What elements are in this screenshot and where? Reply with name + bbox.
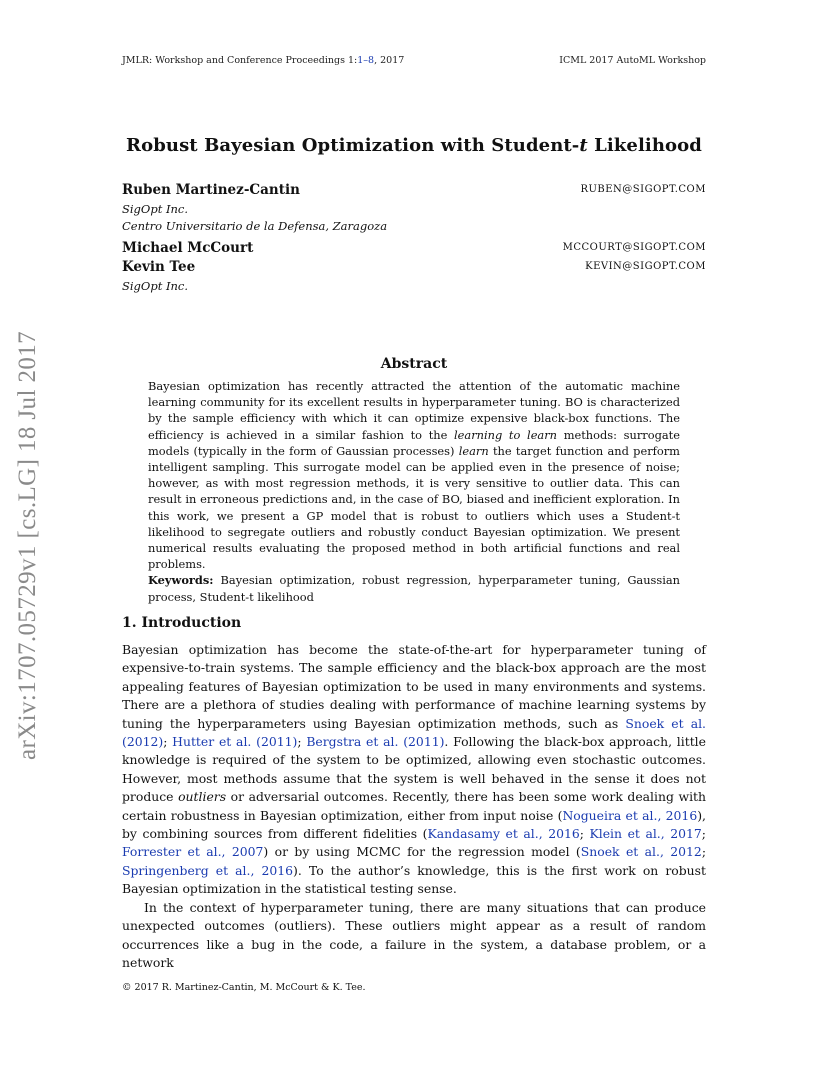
- citation-link[interactable]: Hutter et al. (2011): [172, 734, 298, 750]
- copyright-footer: © 2017 R. Martinez-Cantin, M. McCourt & K. Tee.: [122, 982, 366, 993]
- author-email[interactable]: KEVIN@SIGOPT.COM: [585, 261, 706, 272]
- citation-link[interactable]: Nogueira et al., 2016: [562, 807, 698, 823]
- author-email[interactable]: MCCOURT@SIGOPT.COM: [562, 242, 706, 253]
- paper-title: Robust Bayesian Optimization with Student-t Likelihood: [126, 135, 702, 156]
- author-affiliation: Centro Universitario de la Defensa, Zaragoza: [122, 219, 388, 233]
- arxiv-stamp: arXiv:1707.05729v1 [cs.LG] 18 Jul 2017: [14, 330, 41, 760]
- paragraph: Bayesian optimization has become the state-of-the-art for hyperparameter tuning of expensive-to-train systems. The sample efficiency and the black-box approach are the most appealing features of Bayesian optimization to be used in many environments and systems. There are a plethora of studies dealing with performance of machine learning systems by tuning the hyperparameters using Bayesian optimization methods, such as Snoek et al. (2012); Hutter et al. (2011); Bergstra et al. (2011). Following the black-box approach, little knowledge is required of the system to be optimized, allowing even stochastic outcomes. However, most methods assume that the system is well behaved in the sense it does not produce outliers or adversarial outcomes. Recently, there has been some work dealing with certain robustness in Bayesian optimization, either from input noise (Nogueira et al., 2016), by combining sources from different fidelities (Kandasamy et al., 2016; Klein et al., 2017; Forrester et al., 2007) or by using MCMC for the regression model (Snoek et al., 2012; Springenberg et al., 2016). To the author’s knowledge, this is the first work on robust Bayesian optimization in the statistical testing sense.: [122, 642, 706, 897]
- citation-link[interactable]: Snoek et al. (2012): [122, 715, 706, 750]
- citation-link[interactable]: Klein et al., 2017: [589, 826, 702, 842]
- journal-info: JMLR: Workshop and Conference Proceedings 1:1–8, 2017: [122, 55, 405, 66]
- author-2: [122, 240, 706, 259]
- citation-link[interactable]: Kandasamy et al., 2016: [427, 826, 580, 842]
- author-name: Kevin Tee: [122, 259, 196, 275]
- pages-link[interactable]: 1–8: [357, 55, 375, 66]
- citation-link[interactable]: Snoek et al., 2012: [580, 844, 702, 860]
- author-affiliation: SigOpt Inc.: [122, 279, 189, 293]
- citation-link[interactable]: Bergstra et al. (2011): [306, 734, 445, 750]
- section-heading: 1. Introduction: [122, 615, 242, 631]
- introduction-body: [122, 641, 706, 972]
- keywords: Keywords: Bayesian optimization, robust regression, hyperparameter tuning, Gaussian process, Student-t likelihood: [148, 573, 681, 604]
- author-1: [122, 182, 706, 235]
- abstract-heading: Abstract: [380, 356, 448, 372]
- author-name: Michael McCourt: [122, 240, 254, 256]
- author-name: Ruben Martinez-Cantin: [122, 182, 300, 198]
- abstract-text: Bayesian optimization has recently attracted the attention of the automatic machine learning community for its excellent results in hyperparameter tuning. BO is characterized by the sample efficiency with which it can optimize expensive black-box functions. The efficiency is achieved in a similar fashion to the learning to learn methods: surrogate models (typically in the form of Gaussian processes) learn the target function and perform intelligent sampling. This surrogate model can be applied even in the presence of noise; however, as with most regression methods, it is very sensitive to outlier data. This can result in erroneous predictions and, in the case of BO, biased and inefficient exploration. In this work, we present a GP model that is robust to outliers which uses a Student-t likelihood to segregate outliers and robustly conduct Bayesian optimization. We present numerical results evaluating the proposed method in both artificial functions and real problems. Keywords: Bayesian optimization, robust regression, hyperparameter tuning, Gaussian process, Student-t likelihood: [148, 379, 681, 604]
- citation-link[interactable]: Forrester et al., 2007: [122, 844, 264, 860]
- citation-link[interactable]: Springenberg et al., 2016: [122, 862, 294, 878]
- author-affiliation: SigOpt Inc.: [122, 202, 189, 216]
- author-email[interactable]: RUBEN@SIGOPT.COM: [580, 184, 706, 195]
- paragraph: In the context of hyperparameter tuning, there are many situations that can produce unexpected outcomes (outliers). These outliers might appear as a result of random occurrences like a bug in the code, a failure in the system, a database problem, or a network: [122, 899, 706, 970]
- workshop-name: ICML 2017 AutoML Workshop: [559, 55, 706, 66]
- author-3: [122, 259, 706, 295]
